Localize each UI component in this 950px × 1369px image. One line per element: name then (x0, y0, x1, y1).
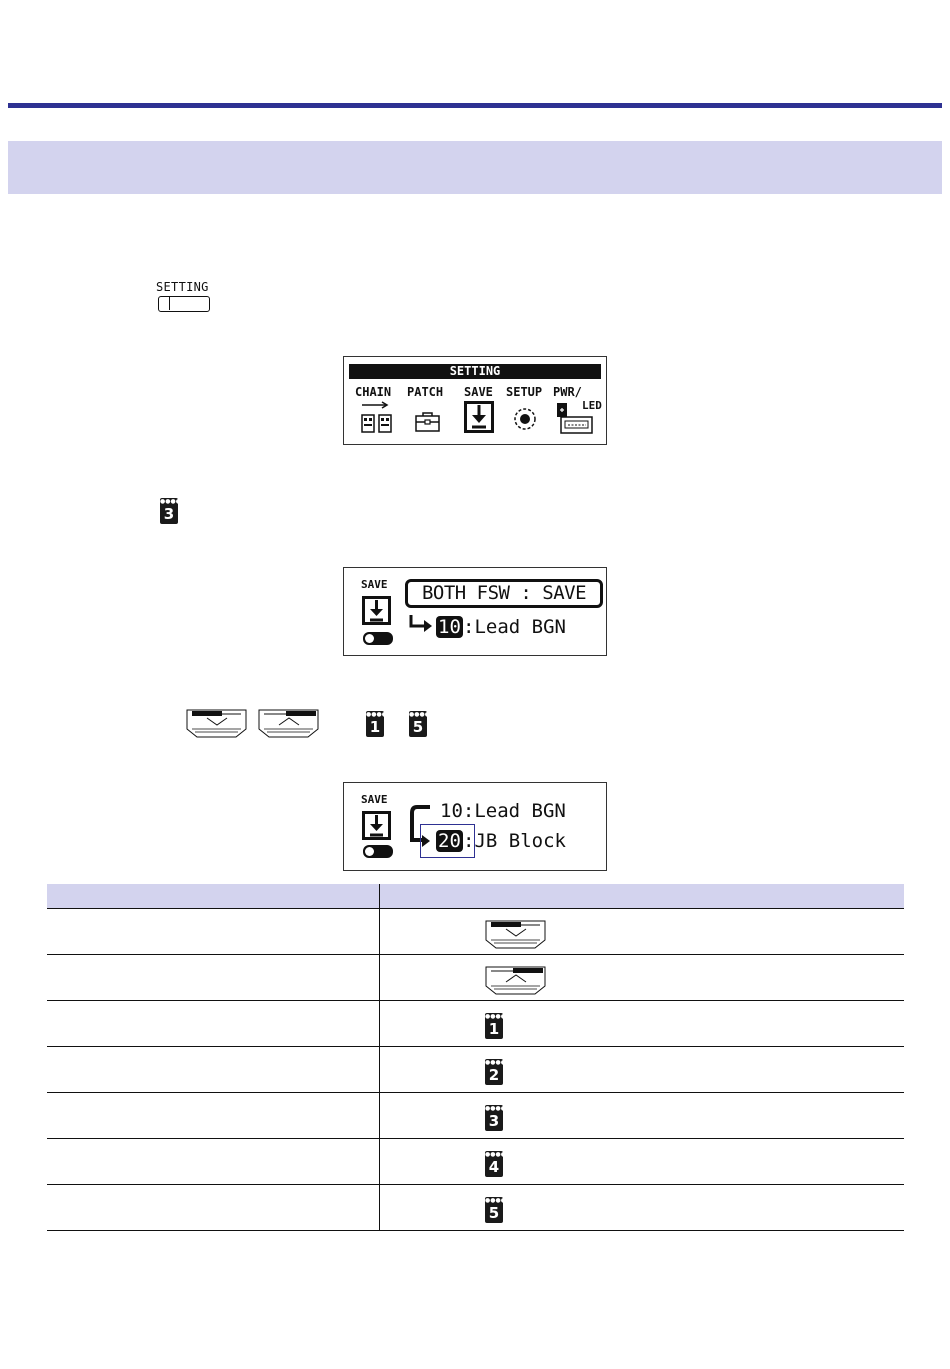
setting-button-label: SETTING (156, 280, 209, 294)
toggle-icon (363, 632, 393, 645)
patch-icon (414, 411, 442, 433)
save-icon (464, 401, 494, 433)
patch-number: 10 (438, 616, 461, 638)
save-icon (362, 811, 392, 841)
numbered-switch-3-icon: ●●●● 3 (485, 1105, 506, 1130)
setting-button-icon (158, 296, 210, 312)
table-header-cell (47, 884, 380, 909)
section-header-band (8, 141, 942, 194)
table-row (47, 1185, 904, 1231)
table-row (47, 1139, 904, 1185)
lcd-save-screen (343, 567, 607, 656)
table-cell (47, 1047, 380, 1093)
toggle-icon (363, 845, 393, 858)
table-row (47, 1093, 904, 1139)
table-cell (380, 1093, 905, 1139)
table-header-cell (380, 884, 905, 909)
table-cell (47, 1093, 380, 1139)
table-cell (380, 955, 905, 1001)
table-cell (380, 1047, 905, 1093)
setting-button (156, 280, 212, 314)
menu-label-patch: PATCH (407, 385, 444, 399)
table-cell (47, 1139, 380, 1185)
dest-patch-name: :JB Block (463, 830, 566, 852)
numbered-switch-1-icon: ●●●● 1 (485, 1013, 506, 1038)
menu-label-setup: SETUP (506, 385, 543, 399)
table-row (47, 955, 904, 1001)
top-rule (8, 103, 942, 108)
table-row (47, 909, 904, 955)
table-cell (47, 1185, 380, 1231)
lcd-title: SETTING (349, 364, 601, 379)
menu-label-led: LED (582, 399, 602, 412)
menu-label-save: SAVE (464, 385, 493, 399)
numbered-switch-5-icon: ●●●● 5 (485, 1197, 506, 1222)
table-cell (47, 909, 380, 955)
setup-icon (511, 405, 539, 433)
power-led-icon (556, 401, 596, 435)
menu-label-chain: CHAIN (355, 385, 392, 399)
menu-label-pwr: PWR/ (553, 385, 582, 399)
numbered-switch-3-icon: ●●●● 3 (160, 498, 181, 523)
save-label: SAVE (361, 793, 388, 806)
table-cell (380, 1001, 905, 1047)
table-row (47, 1001, 904, 1047)
arrow-return-icon (408, 613, 434, 635)
numbered-switch-4-icon: ●●●● 4 (485, 1151, 506, 1176)
save-prompt: BOTH FSW : SAVE (405, 579, 603, 608)
table-cell (380, 1185, 905, 1231)
numbered-switch-2-icon: ●●●● 2 (485, 1059, 506, 1084)
save-icon (362, 596, 392, 626)
footswitch-down-icon (186, 707, 248, 739)
save-label: SAVE (361, 578, 388, 591)
operation-table (47, 884, 904, 1231)
table-cell (380, 909, 905, 955)
table-cell (47, 955, 380, 1001)
footswitch-up-icon (485, 964, 547, 996)
chain-icon (360, 401, 394, 435)
lcd-select-screen (343, 782, 607, 871)
table-cell (47, 1001, 380, 1047)
table-row (47, 1047, 904, 1093)
footswitch-down-icon (485, 918, 547, 950)
numbered-switch-1-icon: ●●●● 1 (366, 711, 387, 736)
table-header-row (47, 884, 904, 909)
dest-patch-number: 20 (438, 830, 461, 852)
table-cell (380, 1139, 905, 1185)
lcd-setting-screen (343, 356, 607, 445)
footswitch-up-icon (258, 707, 320, 739)
patch-name: :Lead BGN (463, 616, 566, 638)
source-patch: 10:Lead BGN (440, 800, 566, 822)
numbered-switch-5-icon: ●●●● 5 (409, 711, 430, 736)
